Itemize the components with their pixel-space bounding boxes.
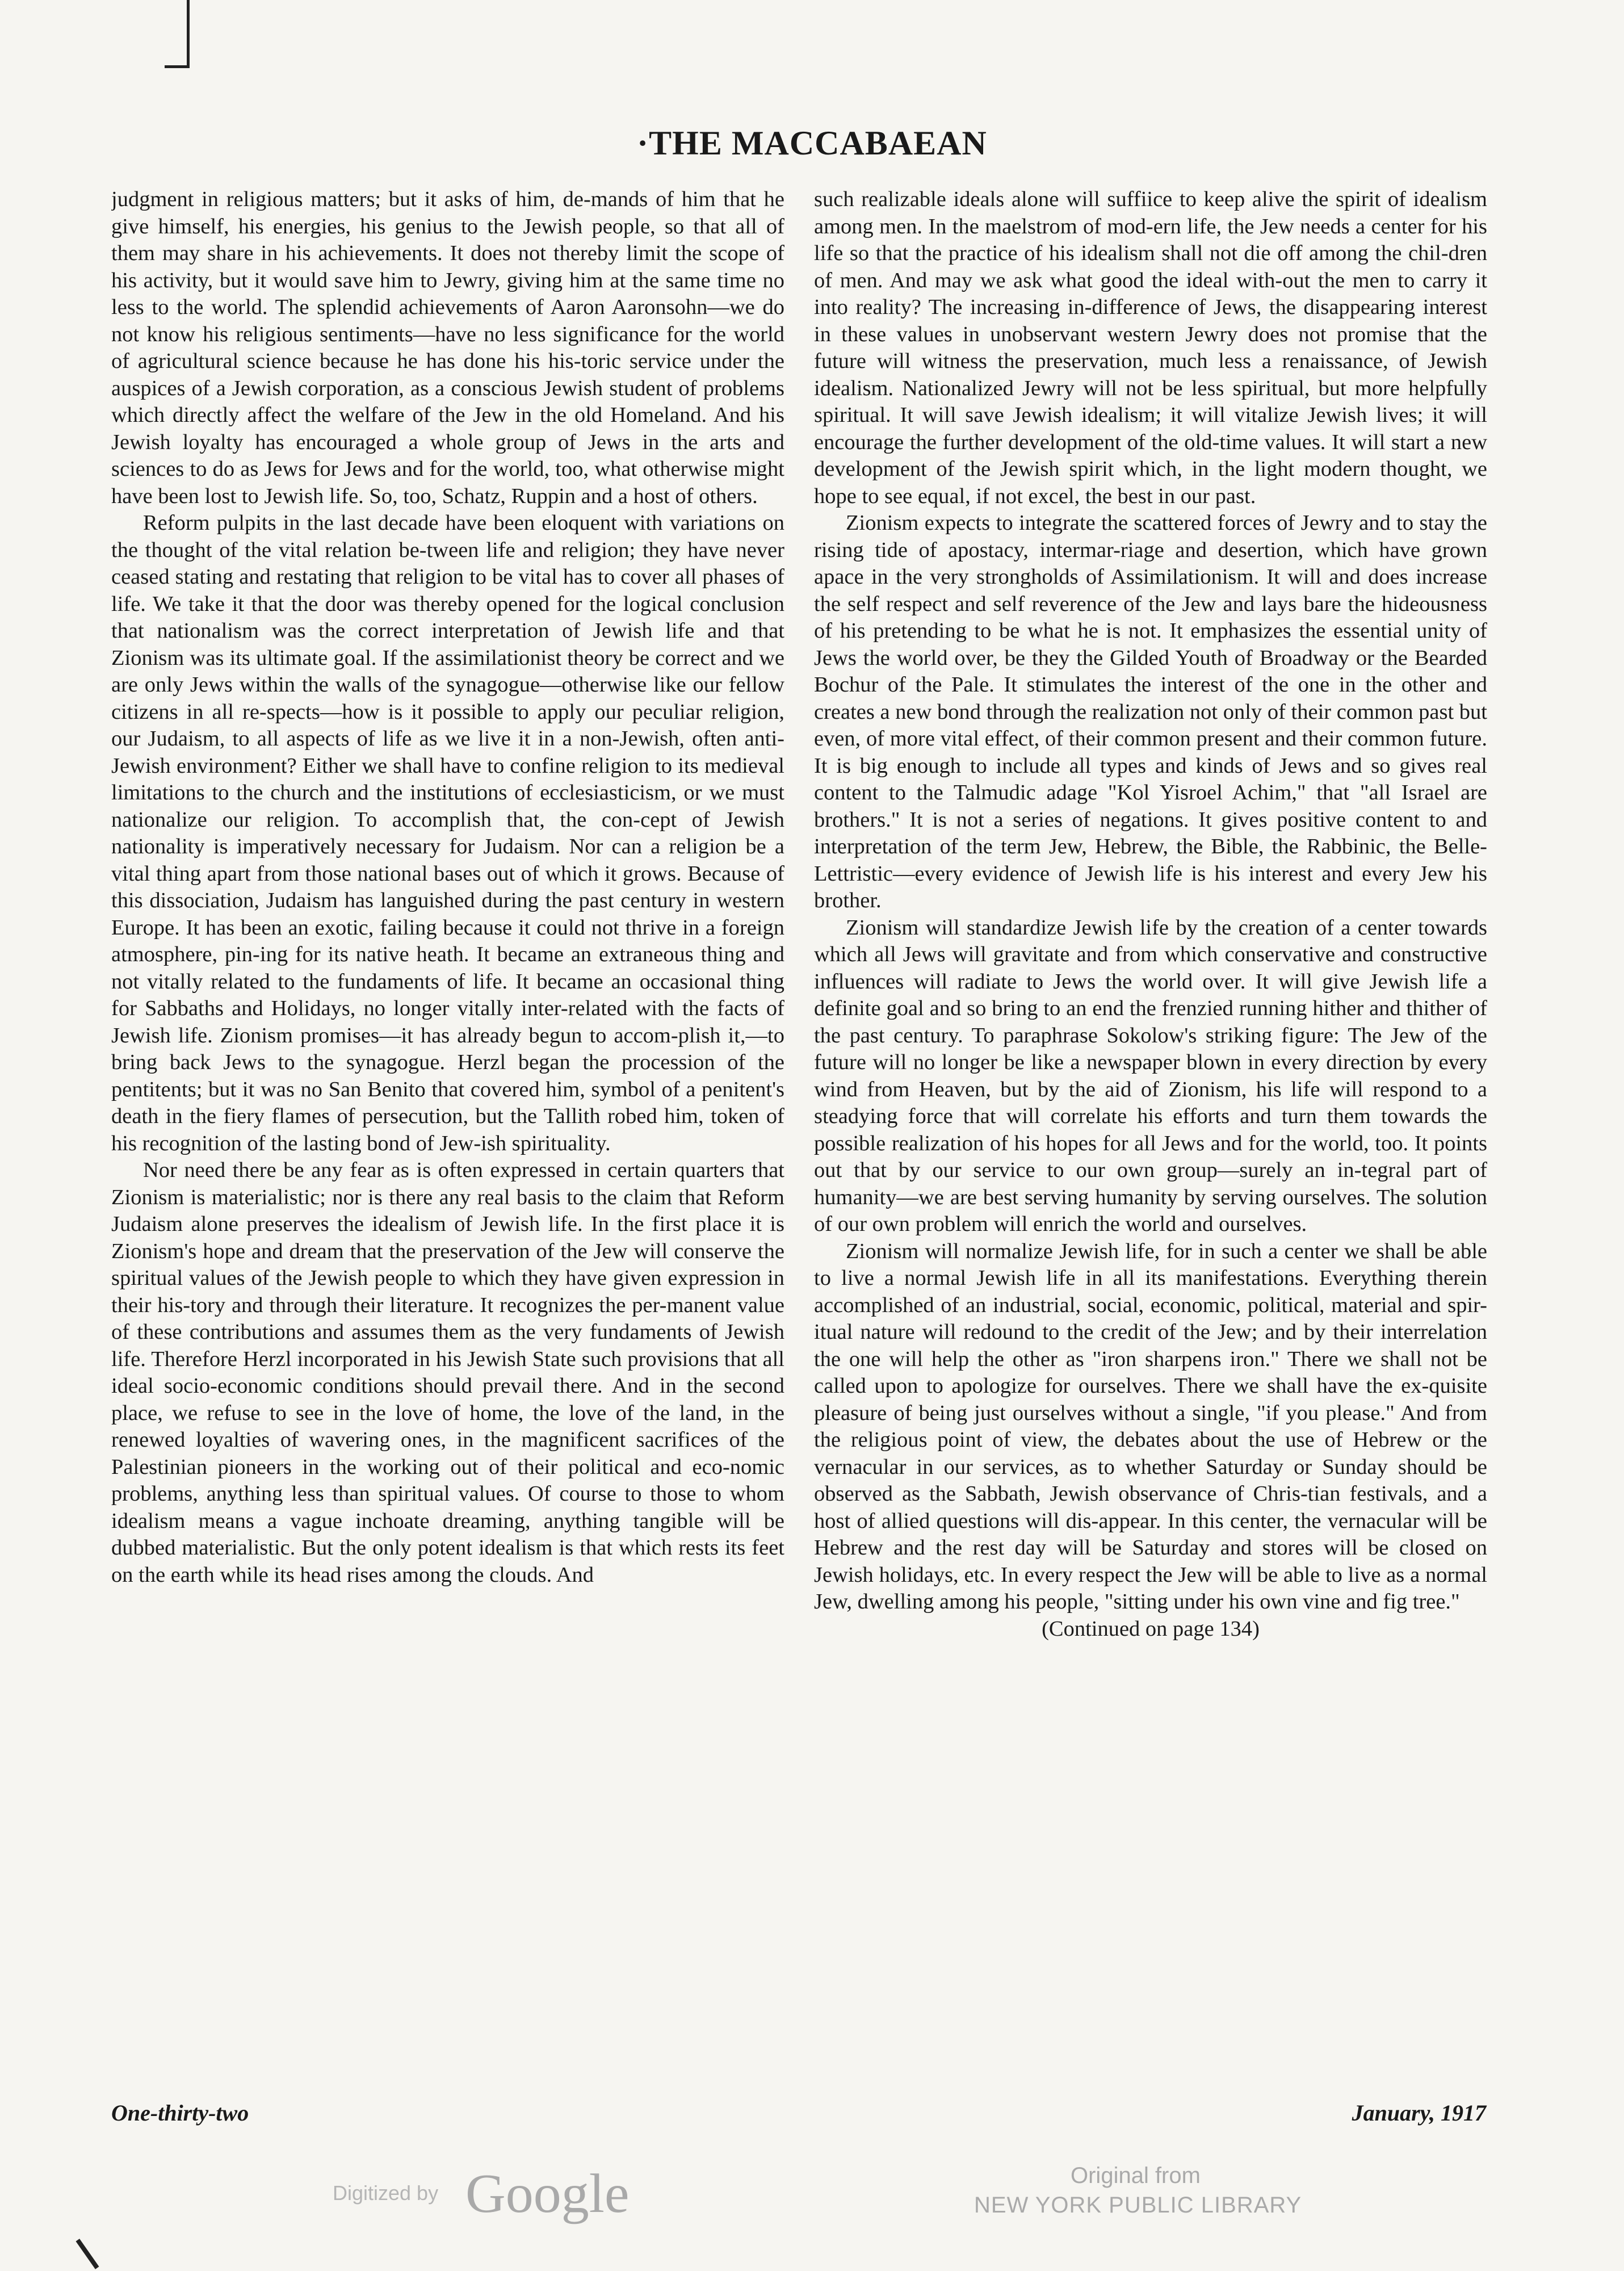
page-header: ·THE MACCABAEAN [637,124,987,162]
paragraph: Zionism will standardize Jewish life by the creation of a center towards which all Jews will gravitate and from which conservative and constructive influences will radiate to Jews the world over. It will give Jewish life a definite goal and so bring to an end the frenzied running hither and thither of the past century. To paraphrase Sokolow's striking figure: The Jew of the future will no longer be like a newspaper blown in every direction by every wind from Heaven, but by the aid of Zionism, his life will respond to a steadying force that will correlate his efforts and turn them towards the possible realization of his hopes for all Jews and for the world, too. It points out that by our service to our own group—surely an in-tegral part of humanity—we are best serving humanity by serving ourselves. The solution of our own problem will enrich the world and ourselves. [814,915,1487,1236]
scan-mark-bottom [76,2239,99,2269]
continued-note: (Continued on page 134) [1042,1616,1260,1641]
scan-mark-corner-foot [165,65,190,68]
original-from-label: Original from [1071,2163,1201,2188]
issue-date: January, 1917 [1352,2100,1486,2126]
paragraph: Zionism will normalize Jewish life, for in such a center we shall be able to live a normal Jewish life in all its manifestations. Everything therein accomplished of an industrial, social, economic, political, material and spir-itual nature will redound to the credit of the Jew; and by their interrelation the one will help the other as "iron sharpens iron." There we shall not be called upon to apologize for ourselves. There we shall have the ex-quisite pleasure of being just ourselves without a single, "if you please." And from the religious point of view, the debates about the use of Hebrew or the vernacular in our services, as to whether Saturday or Sunday should be observed as the Sabbath, Jewish observance of Chris-tian festivals, and a host of allied questions will dis-appear. In this center, the vernacular will be Hebrew and the rest day will be Saturday and stores will be closed on Jewish holidays, etc. In every respect the Jew will be able to live as a normal Jew, dwelling among his people, "sitting under his own vine and fig tree." [814,1239,1487,1614]
google-logo: Google [465,2163,630,2224]
paragraph: Nor need there be any fear as is often expressed in certain quarters that Zionism is materialistic; nor is there any real basis to the claim that Reform Judaism alone preserves the idealism of Jewish life. In the first place it is Zionism's hope and dream that the preservation of the Jew will conserve the spiritual values of the Jewish people to which they have given expression in their his-tory and through their literature. It recognizes the per-manent value of these contributions and assumes them as the very fundaments of Jewish life. Therefore Herzl incorporated in his Jewish State such provisions that all ideal socio-economic conditions should prevail there. And in the second place, we refuse to see in the love of home, the love of the land, in the renewed loyalties of wavering ones, in the magnificent sacrifices of the Palestinian pioneers in the working out of their political and eco-nomic problems, anything less than spiritual values. Of course to those to whom idealism means a vague inchoate dreaming, anything tangible will be dubbed materialistic. But the only potent idealism is that which rests its feet on the earth while its head rises among the clouds. And [111,1158,784,1587]
paragraph: such realizable ideals alone will suffiice to keep alive the spirit of idealism among men. In the maelstrom of mod-ern life, the Jew needs a center for his life so that the practice of his idealism shall not die off among the chil-dren of men. And may we ask what good the ideal with-out the men to carry it into reality? The increasing in-difference of Jews, the disappearing interest in these values in unobservant western Jewry does not promise that the future will witness the preservation, much less a renaissance, of Jewish idealism. Nationalized Jewry will not be less spiritual, but more helpfully spiritual. It will save Jewish idealism; it will vitalize Jewish lives; it will encourage the further development of the old-time values. It will start a new development of the Jewish spirit which, in the light modern thought, we hope to see equal, if not excel, the best in our past. [814,187,1487,508]
paragraph: Zionism expects to integrate the scattered forces of Jewry and to stay the rising tide of apostacy, intermar-riage and desertion, which have grown apace in the very strongholds of Assimilationism. It will and does increase the self respect and self reverence of the Jew and lays bare the hideousness of his pretending to be what he is not. It emphasizes the essential unity of Jews the world over, be they the Gilded Youth of Broadway or the Bearded Bochur of the Pale. It stimulates the interest of the one in the other and creates a new bond through the realization not only of their common past but even, of more vital effect, of their common present and their common future. It is big enough to include all types and kinds of Jews and so gives real content to the Talmudic adage "Kol Yisroel Achim," that "all Israel are brothers." It is not a series of negations. It gives positive content to and interpretation of the term Jew, Hebrew, the Bible, the Rabbinic, the Belle-Lettristic—every evidence of Jewish life is his interest and every Jew his brother. [814,511,1487,912]
scan-mark-corner [187,0,190,68]
paragraph: judgment in religious matters; but it asks of him, de-mands of him that he give himself, his energies, his genius to the Jewish people, so that all of them may share in his achievements. It does not thereby limit the scope of his activity, but it would save him to Jewry, giving him at the same time no less to the world. The splendid achievements of Aaron Aaronsohn—we do not know his religious sentiments—have no less significance for the world of agricultural science because he has done his his-toric service under the auspices of a Jewish corporation, as a conscious Jewish student of problems which directly affect the welfare of the Jew in the old Homeland. And his Jewish loyalty has encouraged a whole group of Jews in the arts and sciences to do as Jews for Jews and for the world, too, what otherwise might have been lost to Jewish life. So, too, Schatz, Ruppin and a host of others. [111,187,784,508]
right-column [814,186,1487,2094]
paragraph: Reform pulpits in the last decade have been eloquent with variations on the thought of the vital relation be-tween life and religion; they have never ceased stating and restating that religion to be vital has to cover all phases of life. We take it that the door was thereby opened for the logical conclusion that nationalism was the correct interpretation of Jewish life and that Zionism was its ultimate goal. If the assimilationist theory be correct and we are only Jews within the walls of the synagogue—otherwise like our fellow citizens in all re-spects—how is it possible to apply our peculiar religion, our Judaism, to all aspects of life as we live it in a non-Jewish, often anti-Jewish environment? Either we shall have to confine religion to its medieval limitations to the church and the institutions of ecclesiasticism, or we must nationalize our religion. To accomplish that, the con-cept of Jewish nationality is imperatively necessary for Judaism. Nor can a religion be a vital thing apart from those national bases out of which it grows. Because of this dissociation, Judaism has languished during the past century in western Europe. It has been an exotic, failing because it could not thrive in a foreign atmosphere, pin-ing for its native heath. It became an extraneous thing and not vitally related to the fundaments of life. It became an occasional thing for Sabbaths and Holidays, no longer vitally inter-related with the facts of Jewish life. Zionism promises—it has already begun to accom-plish it,—to bring back Jews to the synagogue. Herzl began the procession of the pentitents; but it was no San Benito that covered him, symbol of a penitent's death in the fiery flames of persecution, but the Tallith robed him, token of his recognition of the lasting bond of Jew-ish spirituality. [111,511,784,1155]
left-column [111,186,784,2094]
digitized-by-label: Digitized by [333,2181,439,2205]
page-number: One-thirty-two [111,2100,249,2126]
library-name: NEW YORK PUBLIC LIBRARY [974,2193,1302,2218]
